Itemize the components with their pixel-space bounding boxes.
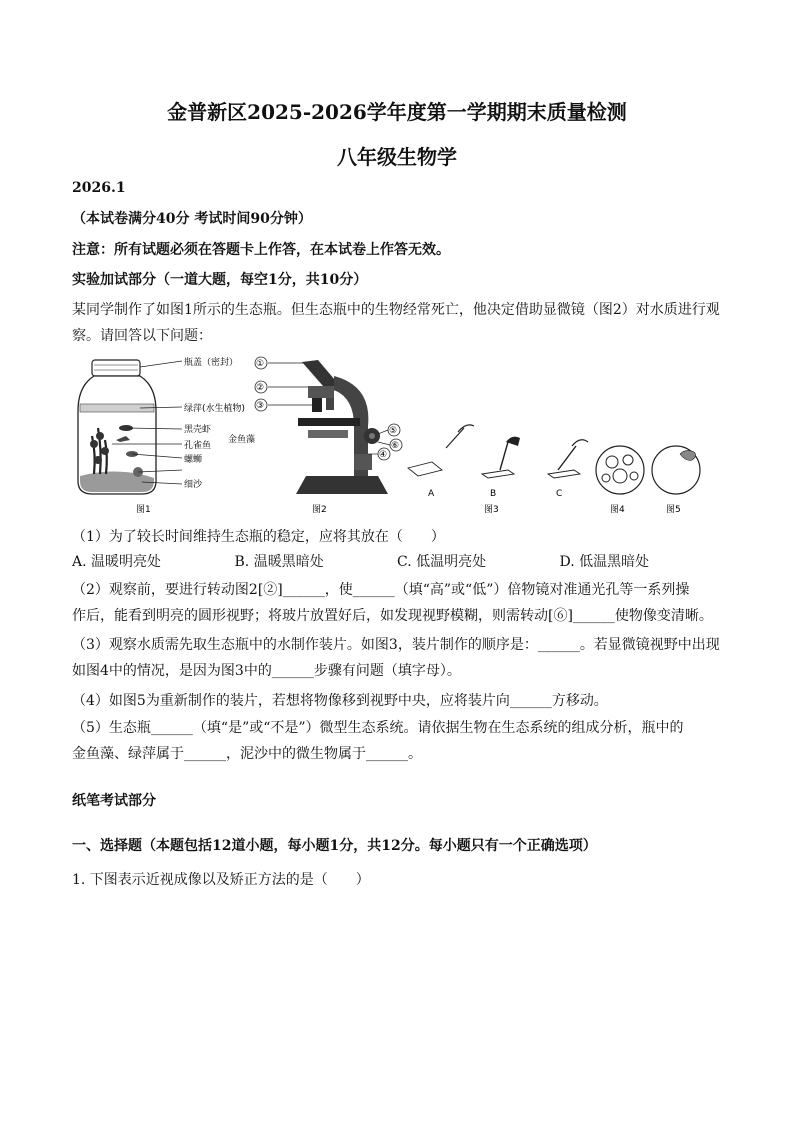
microscope-mark-3: ③ [256, 401, 265, 411]
option-b: B. 温暖黑暗处 [234, 554, 324, 570]
jar-label-sand: 细沙 [184, 480, 203, 490]
microscope-mark-1: ① [256, 359, 265, 369]
field-of-view-fig4 [596, 446, 644, 494]
jar-label-snail: 螺蛳 [184, 455, 203, 465]
eco-jar-figure [78, 360, 182, 494]
question-4: （4）如图5为重新制作的装片，若想将物像移到视野中央，应将装片向______方移动。 [72, 693, 608, 709]
microscope-mark-6: ⑥ [391, 441, 400, 451]
field-of-view-fig5 [652, 446, 700, 494]
question-5-line-1: （5）生态瓶______（填“是”或“不是”）微型生态系统。请依据生物在生态系统的组成分析，瓶中的 [72, 720, 684, 736]
slide-steps-figure [408, 425, 588, 478]
question-2 [72, 577, 722, 629]
question-3-line-1: （3）观察水质需先取生态瓶中的水制作装片。如图3，装片制作的顺序是：______。若显微镜视野中出现 [72, 637, 720, 653]
question-1-options [72, 551, 722, 571]
question-2-line-1: （2）观察前，要进行转动图2[②]______，使______（填“高”或“低”）倍物镜对准通光孔等一系列操 [72, 582, 690, 598]
microscope-mark-5: ⑤ [389, 426, 398, 436]
option-a: A. 温暖明亮处 [72, 554, 162, 570]
jar-label-hornwort: 金鱼藻 [228, 435, 256, 445]
step-label-a: A [428, 489, 435, 499]
exam-title: 金普新区2025-2026学年度第一学期期末质量检测 [167, 100, 627, 124]
experiment-section-title: 实验加试部分（一道大题，每空1分，共10分） [72, 272, 368, 288]
written-section-title: 纸笔考试部分 [72, 793, 156, 809]
jar-label-guppy: 孔雀鱼 [184, 441, 212, 451]
step-label-b: B [490, 489, 497, 499]
caption-fig3: 图3 [484, 505, 499, 515]
jar-label-duckweed: 绿萍(水生植物) [184, 404, 246, 414]
exam-subtitle: 八年级生物学 [337, 145, 457, 169]
step-label-c: C [556, 489, 563, 499]
question-1: （1）为了较长时间维持生态瓶的稳定，应将其放在（ ） [72, 529, 445, 545]
exam-notice: 注意：所有试题必须在答题卡上作答，在本试卷上作答无效。 [72, 242, 450, 258]
jar-label-cap: 瓶盖（密封） [184, 358, 239, 368]
option-c: C. 低温明亮处 [397, 554, 487, 570]
microscope-mark-2: ② [256, 383, 265, 393]
microscope-mark-4: ④ [379, 450, 388, 460]
caption-fig1: 图1 [136, 505, 151, 515]
caption-fig5: 图5 [666, 505, 681, 515]
question-5-line-2: 金鱼藻、绿萍属于______，泥沙中的微生物属于______。 [72, 746, 422, 762]
jar-label-shrimp: 黑壳虾 [184, 425, 212, 435]
experiment-intro [72, 297, 722, 349]
question-2-line-2: 作后，能看到明亮的圆形视野；将玻片放置好后，如发现视野模糊，则需转动[⑥]______使物像变清晰。 [72, 608, 713, 624]
experiment-figure [72, 356, 722, 518]
intro-line-1: 某同学制作了如图1所示的生态瓶。但生态瓶中的生物经常死亡，他决定借助显微镜（图2）对水质进行观 [72, 302, 720, 318]
question-5 [72, 715, 722, 767]
choice-question-1: 1. 下图表示近视成像以及矫正方法的是（ ） [72, 872, 370, 888]
caption-fig4: 图4 [610, 505, 625, 515]
option-d: D. 低温黑暗处 [559, 554, 650, 570]
caption-fig2: 图2 [312, 505, 327, 515]
exam-date: 2026.1 [72, 180, 126, 196]
microscope-figure [255, 357, 402, 494]
question-3-line-2: 如图4中的情况，是因为图3中的______步骤有问题（填字母）。 [72, 663, 461, 679]
question-3 [72, 632, 722, 684]
choice-section-title: 一、选择题（本题包括12道小题，每小题1分，共12分。每小题只有一个正确选项） [72, 838, 597, 854]
exam-info: （本试卷满分40分 考试时间90分钟） [72, 211, 312, 227]
intro-line-2: 察。请回答以下问题： [72, 328, 212, 344]
